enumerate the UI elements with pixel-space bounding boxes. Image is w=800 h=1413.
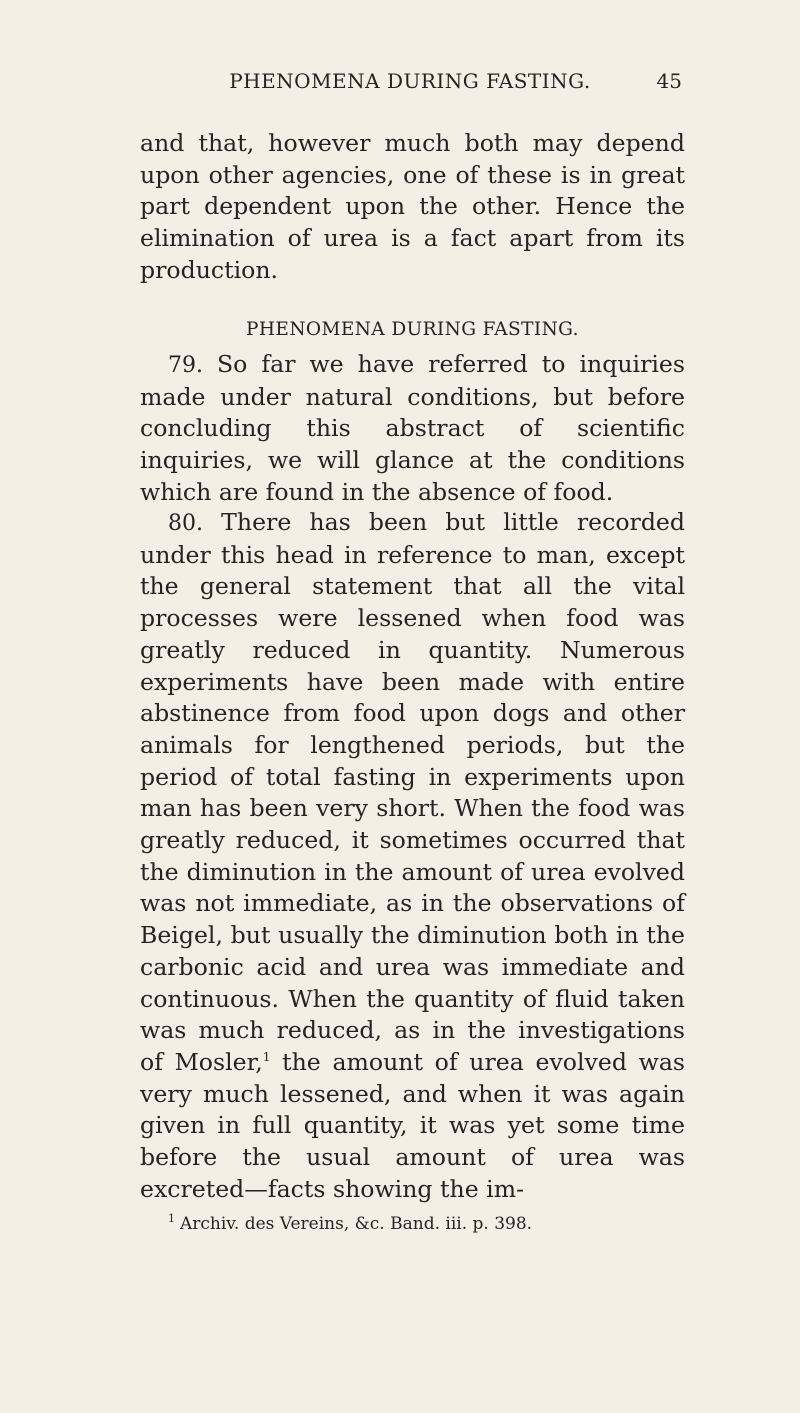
- paragraph-text-continued: the amount of urea evolved was very much lessened, and when it was again given in full quantity, it was yet some time before the usual amount of urea was excreted—facts showing the im-: [140, 1047, 685, 1203]
- footnote: [168, 1212, 688, 1236]
- paragraph-79: [140, 349, 685, 509]
- footnote-text: Archiv. des Vereins, &c. Band. iii. p. 398.: [180, 1214, 533, 1234]
- page-number: 45: [656, 69, 682, 93]
- footnote-marker: 1: [168, 1212, 175, 1226]
- paragraph-text: There has been but little recorded under this head in reference to man, except the general statement that all the vital processes were lessened when food was greatly reduced in quantity. Numerous experiments have been made with entire abstinence from food upon dogs and other animals for lengthened periods, but the period of total fasting in experiments upon man has been very short. When the food was greatly reduced, it sometimes occurred that the diminution in the amount of urea evolved was not immediate, as in the observations of Beigel, but usually the diminution both in the carbonic acid and urea was immediate and continuous. When the quantity of fluid taken was much reduced, as in the investigations of Mosler,: [140, 508, 685, 1076]
- running-title: PHENOMENA DURING FASTING.: [229, 69, 591, 93]
- continuation-paragraph: and that, however much both may depend upon other agencies, one of these is in great part dependent upon the other. Hence the elimination of urea is a fact apart from its production.: [140, 129, 685, 284]
- paragraph-80: [140, 507, 685, 1205]
- paragraph-number: 79.: [168, 353, 203, 378]
- paragraph-number: 80.: [168, 511, 203, 536]
- running-head: [138, 66, 682, 96]
- footnote-reference: 1: [262, 1050, 271, 1065]
- section-heading: PHENOMENA DURING FASTING.: [246, 319, 579, 340]
- paragraph-text: So far we have referred to inquiries made under natural conditions, but before concluding this abstract of scientific inquiries, we will glance at the conditions which are found in the absence of food.: [140, 350, 685, 506]
